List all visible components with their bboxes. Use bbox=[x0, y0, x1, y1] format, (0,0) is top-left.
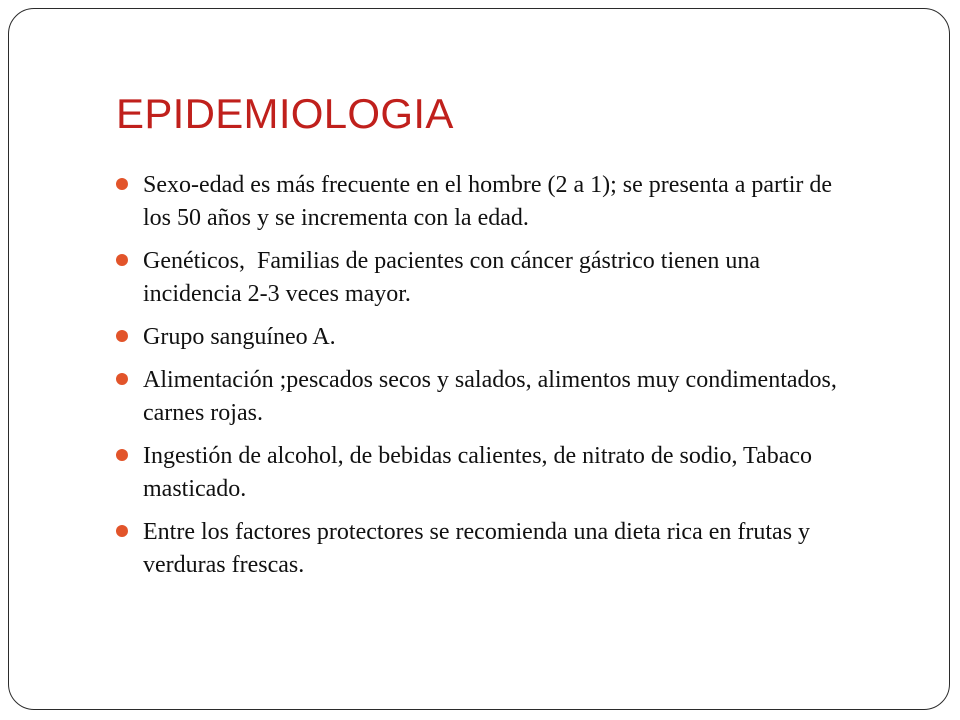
bullet-item bbox=[116, 440, 856, 506]
bullet-dot-icon bbox=[116, 373, 128, 385]
bullet-item bbox=[116, 516, 856, 582]
bullet-text: Ingestión de alcohol, de bebidas calientes, de nitrato de sodio, Tabaco masticado. bbox=[143, 443, 812, 502]
bullet-list bbox=[116, 169, 856, 592]
bullet-dot-icon bbox=[116, 525, 128, 537]
bullet-text: Entre los factores protectores se recomienda una dieta rica en frutas y verduras frescas. bbox=[143, 519, 811, 578]
bullet-dot-icon bbox=[116, 449, 128, 461]
bullet-item bbox=[116, 321, 856, 354]
slide-frame bbox=[8, 8, 950, 710]
bullet-item bbox=[116, 169, 856, 235]
bullet-item bbox=[116, 364, 856, 430]
bullet-dot-icon bbox=[116, 178, 128, 190]
bullet-text: Sexo-edad es más frecuente en el hombre (2 a 1); se presenta a partir de los 50 años y se incrementa con la edad. bbox=[143, 172, 833, 231]
bullet-text: Genéticos, Familias de pacientes con cáncer gástrico tienen una incidencia 2-3 veces mayor. bbox=[143, 248, 767, 307]
slide-title: EPIDEMIOLOGIA bbox=[116, 90, 454, 137]
bullet-dot-icon bbox=[116, 254, 128, 266]
bullet-text: Grupo sanguíneo A. bbox=[143, 324, 336, 350]
bullet-item bbox=[116, 245, 856, 311]
bullet-dot-icon bbox=[116, 330, 128, 342]
bullet-text: Alimentación ;pescados secos y salados, alimentos muy condimentados, carnes rojas. bbox=[143, 367, 837, 426]
